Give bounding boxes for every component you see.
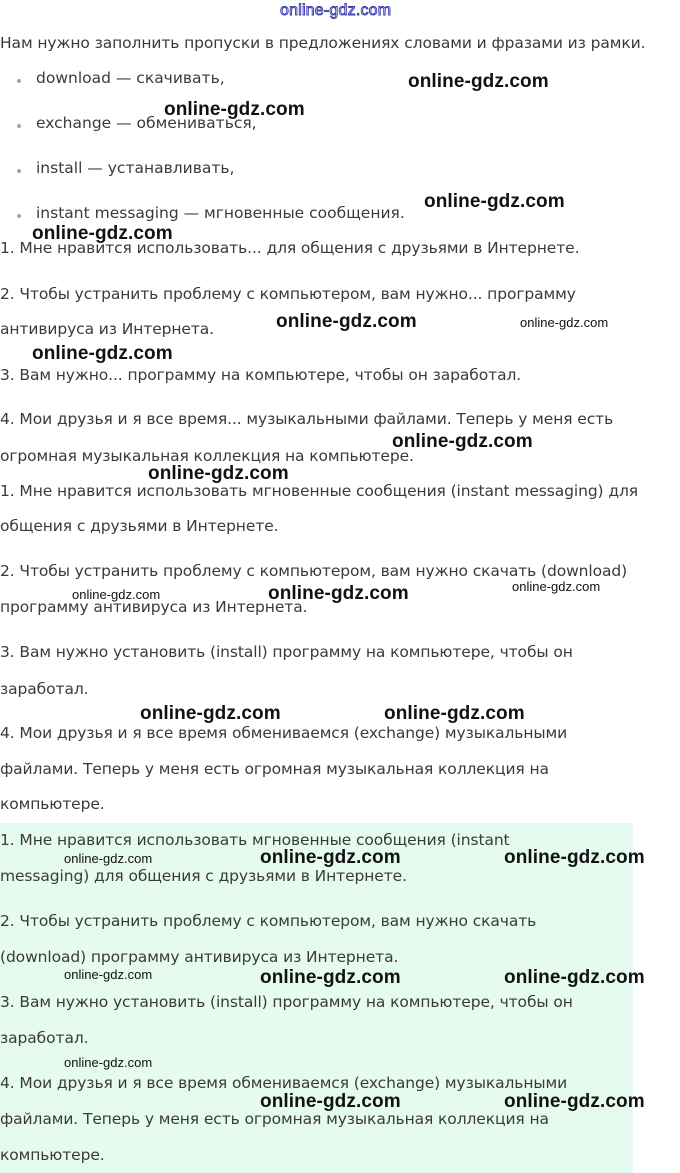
watermark: online-gdz.com — [148, 463, 289, 484]
task-line: огромная музыкальная коллекция на компьютере. — [0, 447, 414, 465]
watermark: online-gdz.com — [140, 703, 281, 724]
task-line: 1. Мне нравится использовать... для общения с друзьями в Интернете. — [0, 239, 580, 257]
final-line: 4. Мои друзья и я все время обмениваемся (exchange) музыкальными — [0, 1074, 568, 1092]
watermark: online-gdz.com — [504, 847, 645, 868]
answer-line: заработал. — [0, 680, 89, 698]
final-line: файлами. Теперь у меня есть огромная музыкальная коллекция на — [0, 1110, 549, 1128]
task-line: антивируса из Интернета. — [0, 320, 215, 338]
watermark: online-gdz.com — [276, 311, 417, 332]
task-line: 3. Вам нужно... программу на компьютере, чтобы он заработал. — [0, 366, 522, 384]
answer-line: 1. Мне нравится использовать мгновенные сообщения (instant messaging) для — [0, 482, 638, 500]
watermark: online-gdz.com — [72, 587, 161, 602]
watermark: online-gdz.com — [384, 703, 525, 724]
vocab-item: instant messaging — мгновенные сообщения. — [36, 204, 405, 222]
answer-line: программу антивируса из Интернета. — [0, 598, 308, 616]
answer-line: 3. Вам нужно установить (install) программу на компьютере, чтобы он — [0, 643, 573, 661]
watermark: online-gdz.com — [260, 967, 401, 988]
bullet-icon — [17, 214, 21, 218]
answer-line: файлами. Теперь у меня есть огромная музыкальная коллекция на — [0, 760, 549, 778]
intro-text: Нам нужно заполнить пропуски в предложениях словами и фразами из рамки. — [0, 34, 646, 52]
final-line: 2. Чтобы устранить проблему с компьютером, вам нужно скачать — [0, 912, 537, 930]
watermark: online-gdz.com — [520, 315, 609, 330]
watermark: online-gdz.com — [260, 1091, 401, 1112]
answer-line: компьютере. — [0, 795, 105, 813]
watermark: online-gdz.com — [504, 967, 645, 988]
answer-line: 2. Чтобы устранить проблему с компьютером, вам нужно скачать (download) — [0, 562, 628, 580]
task-line: 2. Чтобы устранить проблему с компьютером, вам нужно... программу — [0, 285, 576, 303]
watermark: online-gdz.com — [504, 1091, 645, 1112]
vocab-item: download — скачивать, — [36, 69, 225, 87]
bullet-icon — [17, 79, 21, 83]
watermark: online-gdz.com — [268, 583, 409, 604]
watermark: online-gdz.com — [260, 847, 401, 868]
watermark: online-gdz.com — [164, 99, 305, 120]
answer-line: общения с друзьями в Интернете. — [0, 517, 279, 535]
bullet-icon — [17, 169, 21, 173]
watermark: online-gdz.com — [408, 71, 549, 92]
watermark: online-gdz.com — [32, 223, 173, 244]
watermark: online-gdz.com — [32, 343, 173, 364]
final-line: messaging) для общения с друзьями в Интернете. — [0, 867, 407, 885]
watermark: online-gdz.com — [392, 431, 533, 452]
watermark: online-gdz.com — [64, 851, 153, 866]
final-line: (download) программу антивируса из Интернета. — [0, 948, 399, 966]
watermark: online-gdz.com — [424, 191, 565, 212]
vocab-item: install — устанавливать, — [36, 159, 235, 177]
watermark: online-gdz.com — [512, 579, 601, 594]
site-logo: online-gdz.com — [280, 2, 392, 19]
watermark: online-gdz.com — [64, 1055, 153, 1070]
final-line: компьютере. — [0, 1146, 105, 1164]
final-line: 3. Вам нужно установить (install) программу на компьютере, чтобы он — [0, 993, 573, 1011]
task-line: 4. Мои друзья и я все время... музыкальными файлами. Теперь у меня есть — [0, 410, 614, 428]
vocab-item: exchange — обмениваться, — [36, 114, 257, 132]
bullet-icon — [17, 124, 21, 128]
final-line: заработал. — [0, 1029, 89, 1047]
watermark: online-gdz.com — [64, 967, 153, 982]
final-line: 1. Мне нравится использовать мгновенные сообщения (instant — [0, 831, 510, 849]
answer-line: 4. Мои друзья и я все время обмениваемся (exchange) музыкальными — [0, 724, 568, 742]
